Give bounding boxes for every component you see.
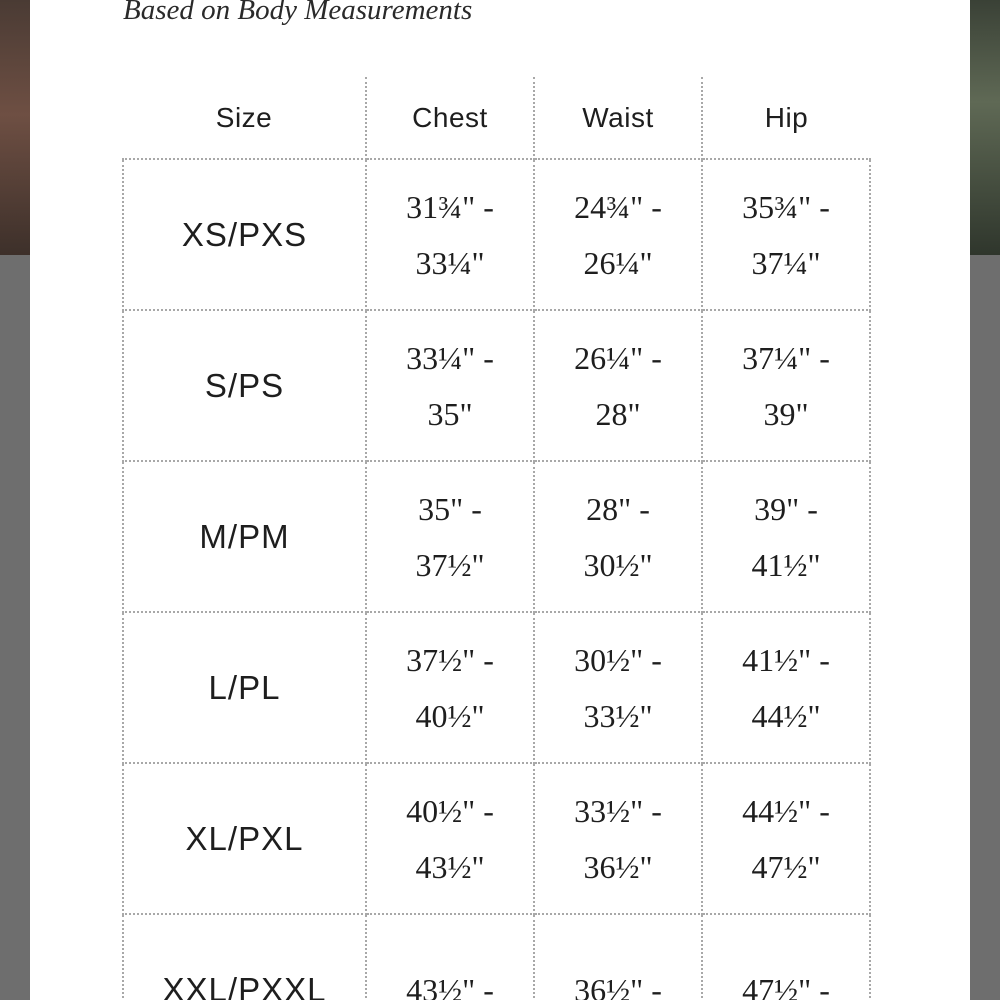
size-chart-table (122, 77, 871, 1000)
chest-range-line: 40½" (415, 697, 485, 734)
hip-range-line: 37¼" (751, 244, 821, 281)
chest-range-line: 35" - (418, 490, 482, 527)
table-header-row (123, 77, 870, 159)
background-photo-left (0, 0, 30, 255)
waist-range-line: 36½" - (574, 971, 662, 1000)
table-row (123, 461, 870, 612)
waist-range-line: 33½" (583, 697, 653, 734)
chest-range-line: 37½" - (406, 641, 494, 678)
hip-range (702, 159, 870, 310)
chest-range-line: 43½" - (406, 971, 494, 1000)
size-label: M/PM (123, 461, 366, 612)
hip-range-line: 41½" (751, 546, 821, 583)
hip-range-line: 39" (763, 395, 809, 432)
chest-range-line: 40½" - (406, 792, 494, 829)
hip-range-line: 47½" (751, 848, 821, 885)
chest-range-line: 31¾" - (406, 188, 494, 225)
waist-range-line: 30½" - (574, 641, 662, 678)
table-row (123, 612, 870, 763)
chest-range (366, 159, 534, 310)
waist-range-line: 26¼" - (574, 339, 662, 376)
size-label: XXL/PXXL (123, 914, 366, 1000)
table-row (123, 763, 870, 914)
chest-range-line: 37½" (415, 546, 485, 583)
hip-range (702, 763, 870, 914)
waist-range-line: 28" (595, 395, 641, 432)
header-chest: Chest (366, 77, 534, 159)
table-row (123, 914, 870, 1000)
header-waist: Waist (534, 77, 702, 159)
waist-range (534, 763, 702, 914)
chest-range (366, 914, 534, 1000)
background-photo-right (970, 0, 1000, 255)
hip-range (702, 310, 870, 461)
overlay-right (970, 255, 1000, 1000)
table-row (123, 310, 870, 461)
waist-range (534, 461, 702, 612)
waist-range-line: 28" - (586, 490, 650, 527)
size-label: XS/PXS (123, 159, 366, 310)
header-size: Size (123, 77, 366, 159)
chest-range-line: 33¼" - (406, 339, 494, 376)
chest-range-line: 35" (427, 395, 473, 432)
hip-range (702, 612, 870, 763)
waist-range-line: 26¼" (583, 244, 653, 281)
hip-range-line: 35¾" - (742, 188, 830, 225)
waist-range (534, 914, 702, 1000)
hip-range-line: 44½" (751, 697, 821, 734)
hip-range-line: 39" - (754, 490, 818, 527)
chest-range-line: 43½" (415, 848, 485, 885)
size-label: S/PS (123, 310, 366, 461)
chest-range-line: 33¼" (415, 244, 485, 281)
chest-range (366, 310, 534, 461)
chest-range (366, 612, 534, 763)
hip-range-line: 47½" - (742, 971, 830, 1000)
hip-range-line: 44½" - (742, 792, 830, 829)
chest-range (366, 461, 534, 612)
size-label: L/PL (123, 612, 366, 763)
hip-range (702, 914, 870, 1000)
header-hip: Hip (702, 77, 870, 159)
waist-range (534, 310, 702, 461)
waist-range (534, 612, 702, 763)
waist-range-line: 24¾" - (574, 188, 662, 225)
size-chart-subtitle: Based on Body Measurements (123, 0, 473, 26)
waist-range (534, 159, 702, 310)
waist-range-line: 30½" (583, 546, 653, 583)
size-label: XL/PXL (123, 763, 366, 914)
waist-range-line: 36½" (583, 848, 653, 885)
hip-range (702, 461, 870, 612)
hip-range-line: 41½" - (742, 641, 830, 678)
table-row (123, 159, 870, 310)
overlay-left (0, 255, 30, 1000)
size-chart-modal (30, 0, 970, 1000)
waist-range-line: 33½" - (574, 792, 662, 829)
chest-range (366, 763, 534, 914)
hip-range-line: 37¼" - (742, 339, 830, 376)
